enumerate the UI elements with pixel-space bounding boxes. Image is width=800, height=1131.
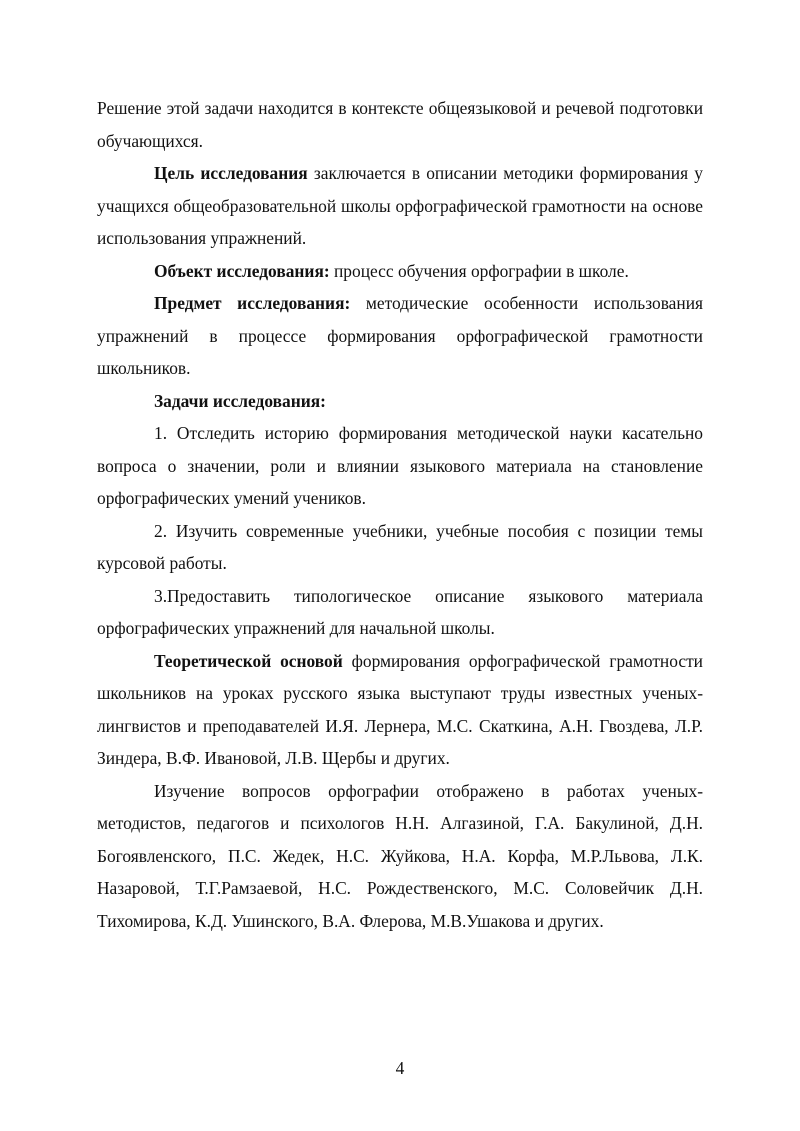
theory-text: формирования орфографической грамотности школьников на уроках русского языка выступают труды известных ученых-лингвистов и преподавателей И.Я. Лернера, М.С. Скаткина, А.Н. Гвоздева, Л.Р. Зиндера, В.Ф. Ивановой, Л.В. Щербы и других. [97,650,703,768]
object-text: процесс обучения орфографии в школе. [329,260,629,281]
object-heading: Объект исследования: [154,260,330,281]
paragraph-goal [97,157,703,255]
goal-text: заключается в описании методики формирования у учащихся общеобразовательной школы орфографической грамотности на основе использования упражнений. [97,163,703,248]
theory-heading: Теоретической основой [154,650,343,671]
task-item-1-text: 1. Отследить историю формирования методической науки касательно вопроса о значении, роли и влиянии языкового материала на становление орфографических умений учеников. [97,423,703,508]
task-item-2 [97,515,703,580]
page-number: 4 [395,1058,405,1078]
subject-text: методические особенности использования упражнений в процессе формирования орфографической грамотности школьников. [97,293,704,378]
paragraph-context-text: Решение этой задачи находится в контексте общеязыковой и речевой подготовки обучающихся. [97,98,703,151]
paragraph-literature-text: Изучение вопросов орфографии отображено в работах ученых-методистов, педагогов и психологов Н.Н. Алгазиной, Г.А. Бакулиной, Д.Н. Богоявленского, П.С. Жедек, Н.С. Жуйкова, Н.А. Корфа, М.Р.Львова, Л.К. Назаровой, Т.Г.Рамзаевой, Н.С. Рождественского, М.С. Соловейчик Д.Н. Тихомирова, К.Д. Ушинского, В.А. Флерова, М.В.Ушакова и других. [97,780,703,931]
paragraph-context [97,92,703,157]
body-text [97,92,703,937]
task-item-1 [97,417,703,515]
task-item-2-text: 2. Изучить современные учебники, учебные пособия с позиции темы курсовой работы. [97,520,703,573]
subject-heading: Предмет исследования: [154,293,351,313]
task-item-3-text: 3.Предоставить типологическое описание языкового материала орфографических упражнений для начальной школы. [97,585,703,638]
task-item-3 [97,580,703,645]
paragraph-object [97,255,703,288]
tasks-heading: Задачи исследования: [154,390,326,411]
paragraph-theory [97,645,703,775]
paragraph-subject [97,287,703,385]
goal-heading: Цель исследования [154,163,308,183]
paragraph-tasks-heading [97,385,703,418]
paragraph-literature [97,775,703,938]
